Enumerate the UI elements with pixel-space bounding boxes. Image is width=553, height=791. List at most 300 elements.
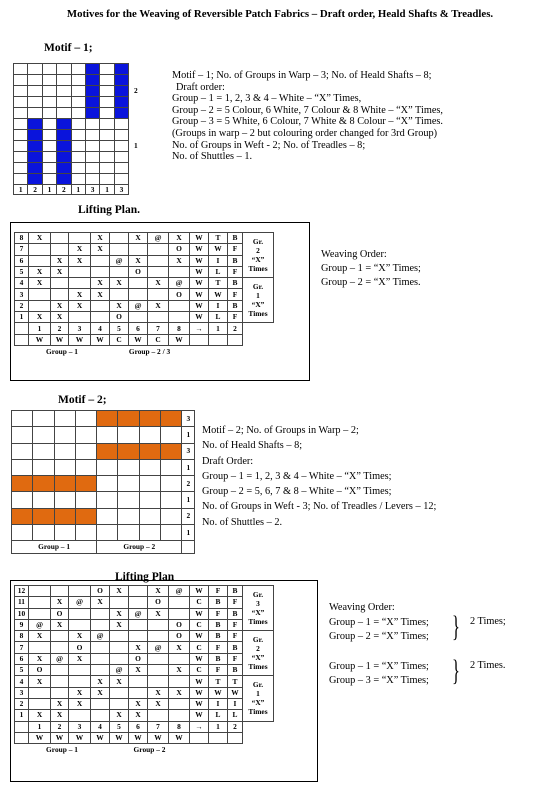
motif2-desc-line: No. of Shuttles – 2.	[202, 516, 283, 528]
lifting-cell: X	[110, 676, 129, 687]
warp-group-number: 1	[42, 185, 56, 195]
lifting-cell: 8	[15, 233, 29, 244]
draft-cell	[75, 492, 96, 508]
lifting-cell	[69, 608, 91, 619]
lifting-cell: X	[129, 642, 148, 653]
lifting-footer-cell: 1	[209, 721, 228, 732]
grid-row	[12, 443, 195, 459]
lifting-footer-cell: 8	[169, 721, 190, 732]
lifting-cell: T	[209, 233, 228, 244]
draft-cell	[118, 525, 139, 541]
lifting-cell: X	[29, 653, 51, 664]
lifting-cell: C	[190, 619, 209, 630]
warp-group-number	[129, 185, 143, 195]
lifting-footer-cell: 4	[91, 323, 110, 334]
lifting-footer-cell	[15, 334, 29, 345]
shaft-group-label: 1	[133, 141, 138, 150]
lifting-cell: W	[190, 233, 209, 244]
grid-row	[12, 459, 195, 475]
draft-cell	[71, 163, 85, 174]
draft-cell	[118, 492, 139, 508]
motif1-lifting-heading: Lifting Plan.	[78, 204, 140, 216]
lifting-cell: O	[169, 631, 190, 642]
lifting-cell: @	[169, 586, 190, 597]
shaft-group-label	[129, 64, 143, 75]
lifting-cell	[148, 710, 169, 721]
warp-group-number: 1	[100, 185, 114, 195]
lifting-cell	[91, 608, 110, 619]
draft-cell	[71, 108, 85, 119]
draft-cell	[85, 119, 99, 130]
draft-cell	[57, 75, 71, 86]
weft-group-number: 1	[182, 427, 195, 443]
footer-blank	[190, 744, 274, 757]
draft-cell	[100, 163, 114, 174]
draft-cell	[71, 174, 85, 185]
lifting-cell: C	[190, 642, 209, 653]
lifting-cell: W	[190, 586, 209, 597]
lifting-cell: F	[209, 586, 228, 597]
lifting-footer-cell: W	[91, 732, 110, 743]
shaft-group-label	[129, 75, 143, 86]
shaft-group-label: 2	[133, 86, 138, 95]
lifting-cell: 7	[15, 642, 29, 653]
lifting-cell: 4	[15, 278, 29, 289]
lifting-cell: X	[29, 266, 51, 277]
motif2-heading: Motif – 2;	[58, 394, 107, 406]
draft-cell	[75, 443, 96, 459]
motif1-desc-line: Motif – 1; No. of Groups in Warp – 3; No. of Heald Shafts – 8;	[172, 70, 432, 81]
motif2-weaving-order	[329, 601, 429, 689]
lifting-cell	[110, 289, 129, 300]
draft-cell	[14, 119, 28, 130]
lifting-cell: F	[228, 289, 243, 300]
grid-row	[14, 174, 144, 185]
curly-brace-icon: }	[452, 610, 460, 643]
draft-cell	[75, 476, 96, 492]
lifting-cell: W	[209, 289, 228, 300]
draft-cell	[33, 525, 54, 541]
lifting-cell	[29, 608, 51, 619]
grid-row	[14, 130, 144, 141]
lifting-cell: W	[190, 687, 209, 698]
weaving-order-line: Group – 1 = “X” Times;	[329, 616, 429, 628]
lifting-footer-cell: 2	[51, 721, 69, 732]
draft-cell	[54, 476, 75, 492]
grid-row	[14, 75, 144, 86]
motif1-desc-line: Group – 2 = 5 Colour, 6 White, 7 Colour & 8 White – “X” Times,	[172, 104, 444, 116]
grid-row	[14, 97, 144, 108]
lifting-cell: X	[91, 233, 110, 244]
shaft-group-label	[129, 163, 143, 174]
motif2-desc-line: Group – 1 = 1, 2, 3 & 4 – White – “X” Times;	[202, 470, 392, 482]
lifting-row	[15, 300, 274, 311]
lifting-cell: B	[209, 631, 228, 642]
warp-group-number: 3	[114, 185, 128, 195]
draft-cell	[12, 427, 33, 443]
lifting-footer-cell: W	[51, 732, 69, 743]
lifting-cell: I	[209, 255, 228, 266]
weft-group-number: 3	[182, 443, 195, 459]
draft-cell	[100, 130, 114, 141]
motif2-desc-line: Motif – 2; No. of Groups in Warp – 2;	[202, 425, 359, 436]
lifting-cell: X	[148, 687, 169, 698]
lifting-cell	[148, 266, 169, 277]
draft-cell	[42, 119, 56, 130]
weft-group-number: 1	[182, 459, 195, 475]
warp-group-number: 1	[14, 185, 28, 195]
lifting-cell	[148, 244, 169, 255]
draft-cell	[97, 411, 118, 427]
lifting-row	[15, 312, 274, 323]
draft-cell	[57, 130, 71, 141]
lifting-cell: X	[91, 676, 110, 687]
weft-group-number: 3	[182, 411, 195, 427]
lifting-row	[15, 323, 274, 334]
lifting-cell: X	[148, 586, 169, 597]
motif1-lifting-plan	[14, 232, 274, 358]
draft-cell	[42, 163, 56, 174]
motif2-description	[202, 423, 436, 530]
draft-cell	[118, 427, 139, 443]
weft-group-number: 2	[182, 508, 195, 524]
draft-cell	[14, 152, 28, 163]
lifting-row	[15, 266, 274, 277]
blank-cell	[243, 323, 274, 334]
lifting-cell: X	[51, 597, 69, 608]
motif2-desc-line: No. of Groups in Weft - 3; No. of Treadles / Levers – 12;	[202, 501, 437, 513]
lifting-cell: W	[190, 710, 209, 721]
lifting-row	[15, 289, 274, 300]
lifting-cell: W	[190, 266, 209, 277]
grid-row	[12, 525, 195, 541]
lifting-cell: X	[51, 619, 69, 630]
lifting-cell: X	[129, 710, 148, 721]
lifting-cell: 6	[15, 255, 29, 266]
draft-cell	[12, 411, 33, 427]
draft-footer-blank	[182, 541, 195, 554]
lifting-cell: F	[209, 665, 228, 676]
draft-cell	[118, 411, 139, 427]
draft-cell	[14, 97, 28, 108]
draft-cell	[28, 64, 42, 75]
lifting-cell: @	[69, 597, 91, 608]
lifting-cell: X	[110, 619, 129, 630]
draft-cell	[100, 75, 114, 86]
draft-cell	[139, 476, 160, 492]
lifting-footer-cell: →	[190, 721, 209, 732]
draft-cell	[42, 130, 56, 141]
lifting-cell: W	[190, 698, 209, 709]
lifting-footer-cell	[15, 732, 29, 743]
draft-cell	[42, 75, 56, 86]
draft-cell	[100, 174, 114, 185]
lifting-cell	[169, 653, 190, 664]
lifting-cell: 4	[15, 676, 29, 687]
lifting-cell: I	[209, 300, 228, 311]
lifting-cell: @	[29, 619, 51, 630]
lifting-row	[15, 698, 274, 709]
lifting-cell	[29, 586, 51, 597]
lifting-cell	[129, 631, 148, 642]
lifting-footer-cell	[228, 334, 243, 345]
lifting-cell	[169, 266, 190, 277]
lifting-cell: X	[169, 255, 190, 266]
lifting-footer-cell	[15, 721, 29, 732]
lifting-cell: X	[129, 255, 148, 266]
draft-cell	[161, 492, 182, 508]
lifting-cell: L	[228, 710, 243, 721]
lifting-cell: X	[69, 631, 91, 642]
lifting-footer-cell: 6	[129, 323, 148, 334]
shaft-group-label	[129, 119, 143, 130]
lifting-row	[15, 608, 274, 619]
lifting-cell	[169, 300, 190, 311]
lifting-cell: @	[129, 300, 148, 311]
lifting-cell	[110, 687, 129, 698]
lifting-cell	[110, 233, 129, 244]
draft-cell	[161, 411, 182, 427]
lifting-cell	[51, 642, 69, 653]
lifting-cell: X	[51, 266, 69, 277]
lifting-cell	[51, 676, 69, 687]
lifting-cell: F	[228, 631, 243, 642]
draft-cell	[28, 141, 42, 152]
lifting-cell	[69, 676, 91, 687]
lifting-row	[15, 597, 274, 608]
blank-cell	[243, 334, 274, 345]
draft-cell	[139, 443, 160, 459]
lifting-cell: L	[209, 266, 228, 277]
lifting-cell	[129, 278, 148, 289]
draft-cell	[161, 476, 182, 492]
motif2-lifting-heading: Lifting Plan	[115, 571, 175, 583]
lifting-footer-cell: W	[129, 334, 148, 345]
lifting-cell: F	[228, 653, 243, 664]
lifting-cell: C	[190, 665, 209, 676]
lifting-cell: X	[110, 278, 129, 289]
draft-cell	[28, 108, 42, 119]
weft-group-label: Gr. 1 “X” Times	[243, 676, 274, 721]
lifting-cell	[129, 244, 148, 255]
draft-cell	[114, 75, 128, 86]
draft-cell	[85, 75, 99, 86]
draft-cell	[42, 141, 56, 152]
lifting-cell: W	[190, 608, 209, 619]
draft-cell	[57, 97, 71, 108]
lifting-cell: T	[209, 676, 228, 687]
motif1-desc-line: Group – 1 = 1, 2, 3 & 4 – White – “X” Times,	[172, 93, 362, 105]
lifting-footer-cell	[190, 334, 209, 345]
lifting-cell: 3	[15, 687, 29, 698]
lifting-cell	[169, 698, 190, 709]
footer-group-1: Group – 1	[46, 346, 78, 356]
lifting-footer-cell: 5	[110, 721, 129, 732]
lifting-cell: B	[228, 608, 243, 619]
shaft-group-label	[129, 108, 143, 119]
draft-cell	[54, 459, 75, 475]
draft-cell	[28, 119, 42, 130]
draft-cell	[12, 443, 33, 459]
lifting-footer-cell: →	[190, 323, 209, 334]
draft-cell	[114, 119, 128, 130]
lifting-cell	[129, 687, 148, 698]
lifting-row	[15, 676, 274, 687]
weaving-order-line: Group – 1 = “X” Times;	[329, 660, 429, 672]
draft-cell	[33, 411, 54, 427]
lifting-cell	[129, 619, 148, 630]
lifting-cell: X	[69, 255, 91, 266]
lifting-cell	[148, 619, 169, 630]
weaving-order-line: Group – 3 = “X” Times;	[329, 675, 429, 686]
lifting-footer-cell: 1	[29, 721, 51, 732]
lifting-cell: @	[148, 642, 169, 653]
lifting-cell	[91, 312, 110, 323]
lifting-cell: X	[69, 289, 91, 300]
lifting-cell: X	[69, 244, 91, 255]
lifting-cell: B	[228, 255, 243, 266]
lifting-row	[15, 710, 274, 721]
lifting-cell: 6	[15, 653, 29, 664]
draft-cell	[97, 492, 118, 508]
lifting-cell	[110, 266, 129, 277]
lifting-cell: O	[129, 266, 148, 277]
draft-cell	[12, 459, 33, 475]
draft-cell	[161, 525, 182, 541]
lifting-cell	[29, 289, 51, 300]
lifting-footer-cell: C	[110, 334, 129, 345]
lifting-footer-cell: 7	[148, 721, 169, 732]
lifting-cell: X	[69, 687, 91, 698]
draft-cell	[114, 97, 128, 108]
lifting-footer-cell: W	[148, 732, 169, 743]
draft-cell	[54, 411, 75, 427]
lifting-cell: X	[29, 278, 51, 289]
grid-row	[12, 508, 195, 524]
lifting-cell	[29, 642, 51, 653]
draft-cell	[114, 174, 128, 185]
draft-cell	[57, 108, 71, 119]
motif1-desc-line: (Groups in warp – 2 but colouring order changed for 3rd Group)	[172, 127, 438, 139]
lifting-cell	[148, 312, 169, 323]
lifting-cell: X	[129, 698, 148, 709]
weft-group-label: Gr. 1 “X” Times	[243, 278, 274, 323]
lifting-cell: X	[51, 255, 69, 266]
lifting-cell: W	[190, 289, 209, 300]
lifting-cell: X	[51, 300, 69, 311]
motif1-description	[172, 70, 443, 163]
draft-cell	[71, 141, 85, 152]
draft-cell	[97, 525, 118, 541]
grid-row	[14, 86, 144, 97]
draft-cell	[85, 163, 99, 174]
draft-cell	[100, 97, 114, 108]
lifting-cell: W	[209, 687, 228, 698]
lifting-cell	[91, 642, 110, 653]
lifting-cell: @	[51, 653, 69, 664]
lifting-cell	[69, 665, 91, 676]
lifting-cell	[51, 586, 69, 597]
lifting-cell: X	[129, 233, 148, 244]
lifting-cell: L	[209, 710, 228, 721]
lifting-footer-cell: 1	[209, 323, 228, 334]
lifting-cell	[110, 642, 129, 653]
draft-cell	[12, 492, 33, 508]
lifting-row	[15, 721, 274, 732]
lifting-cell: @	[169, 278, 190, 289]
lifting-cell: W	[190, 278, 209, 289]
lifting-cell	[129, 586, 148, 597]
lifting-cell	[169, 710, 190, 721]
lifting-cell: T	[228, 676, 243, 687]
page-title: Motives for the Weaving of Reversible Patch Fabrics – Draft order, Heald Shafts & Treadles.	[66, 8, 494, 20]
draft-cell	[71, 86, 85, 97]
draft-cell	[14, 64, 28, 75]
draft-cell	[85, 152, 99, 163]
grid-row	[14, 108, 144, 119]
weft-group-number: 1	[182, 525, 195, 541]
lifting-cell: 5	[15, 266, 29, 277]
lifting-footer-cell: W	[91, 334, 110, 345]
lifting-footer-cell: 3	[69, 721, 91, 732]
lifting-cell: @	[110, 665, 129, 676]
draft-cell	[85, 141, 99, 152]
draft-cell	[12, 525, 33, 541]
draft-cell	[100, 119, 114, 130]
lifting-cell	[129, 676, 148, 687]
draft-cell	[12, 508, 33, 524]
lifting-cell	[69, 278, 91, 289]
blank-cell	[243, 721, 274, 732]
lifting-cell: O	[110, 312, 129, 323]
lifting-cell: 3	[15, 289, 29, 300]
lifting-cell: X	[69, 300, 91, 311]
draft-cell	[114, 141, 128, 152]
motif1-desc-line: No. of Groups in Weft - 2; No. of Treadles – 8;	[172, 139, 366, 151]
grid-row	[12, 427, 195, 443]
draft-cell	[28, 75, 42, 86]
draft-cell	[85, 86, 99, 97]
lifting-cell	[148, 665, 169, 676]
lifting-cell: 12	[15, 586, 29, 597]
draft-footer-group-1: Group – 1	[12, 541, 97, 554]
lifting-cell	[110, 698, 129, 709]
draft-cell	[114, 108, 128, 119]
draft-cell	[14, 141, 28, 152]
motif2-desc-line: No. of Heald Shafts – 8;	[202, 440, 303, 452]
lifting-cell	[169, 676, 190, 687]
lifting-row	[15, 255, 274, 266]
lifting-footer-cell: W	[29, 732, 51, 743]
grid-row	[14, 141, 144, 152]
draft-cell	[139, 459, 160, 475]
lifting-cell: F	[209, 642, 228, 653]
draft-cell	[75, 525, 96, 541]
draft-cell	[33, 427, 54, 443]
lifting-cell	[91, 665, 110, 676]
draft-cell	[33, 443, 54, 459]
lifting-footer-cell: 2	[228, 721, 243, 732]
draft-cell	[114, 86, 128, 97]
lifting-cell	[69, 233, 91, 244]
draft-cell	[42, 152, 56, 163]
lifting-footer	[15, 744, 274, 757]
lifting-cell: O	[51, 608, 69, 619]
lifting-footer-cell	[190, 732, 209, 743]
draft-cell	[100, 86, 114, 97]
warp-group-number: 2	[57, 185, 71, 195]
lifting-cell: X	[91, 278, 110, 289]
